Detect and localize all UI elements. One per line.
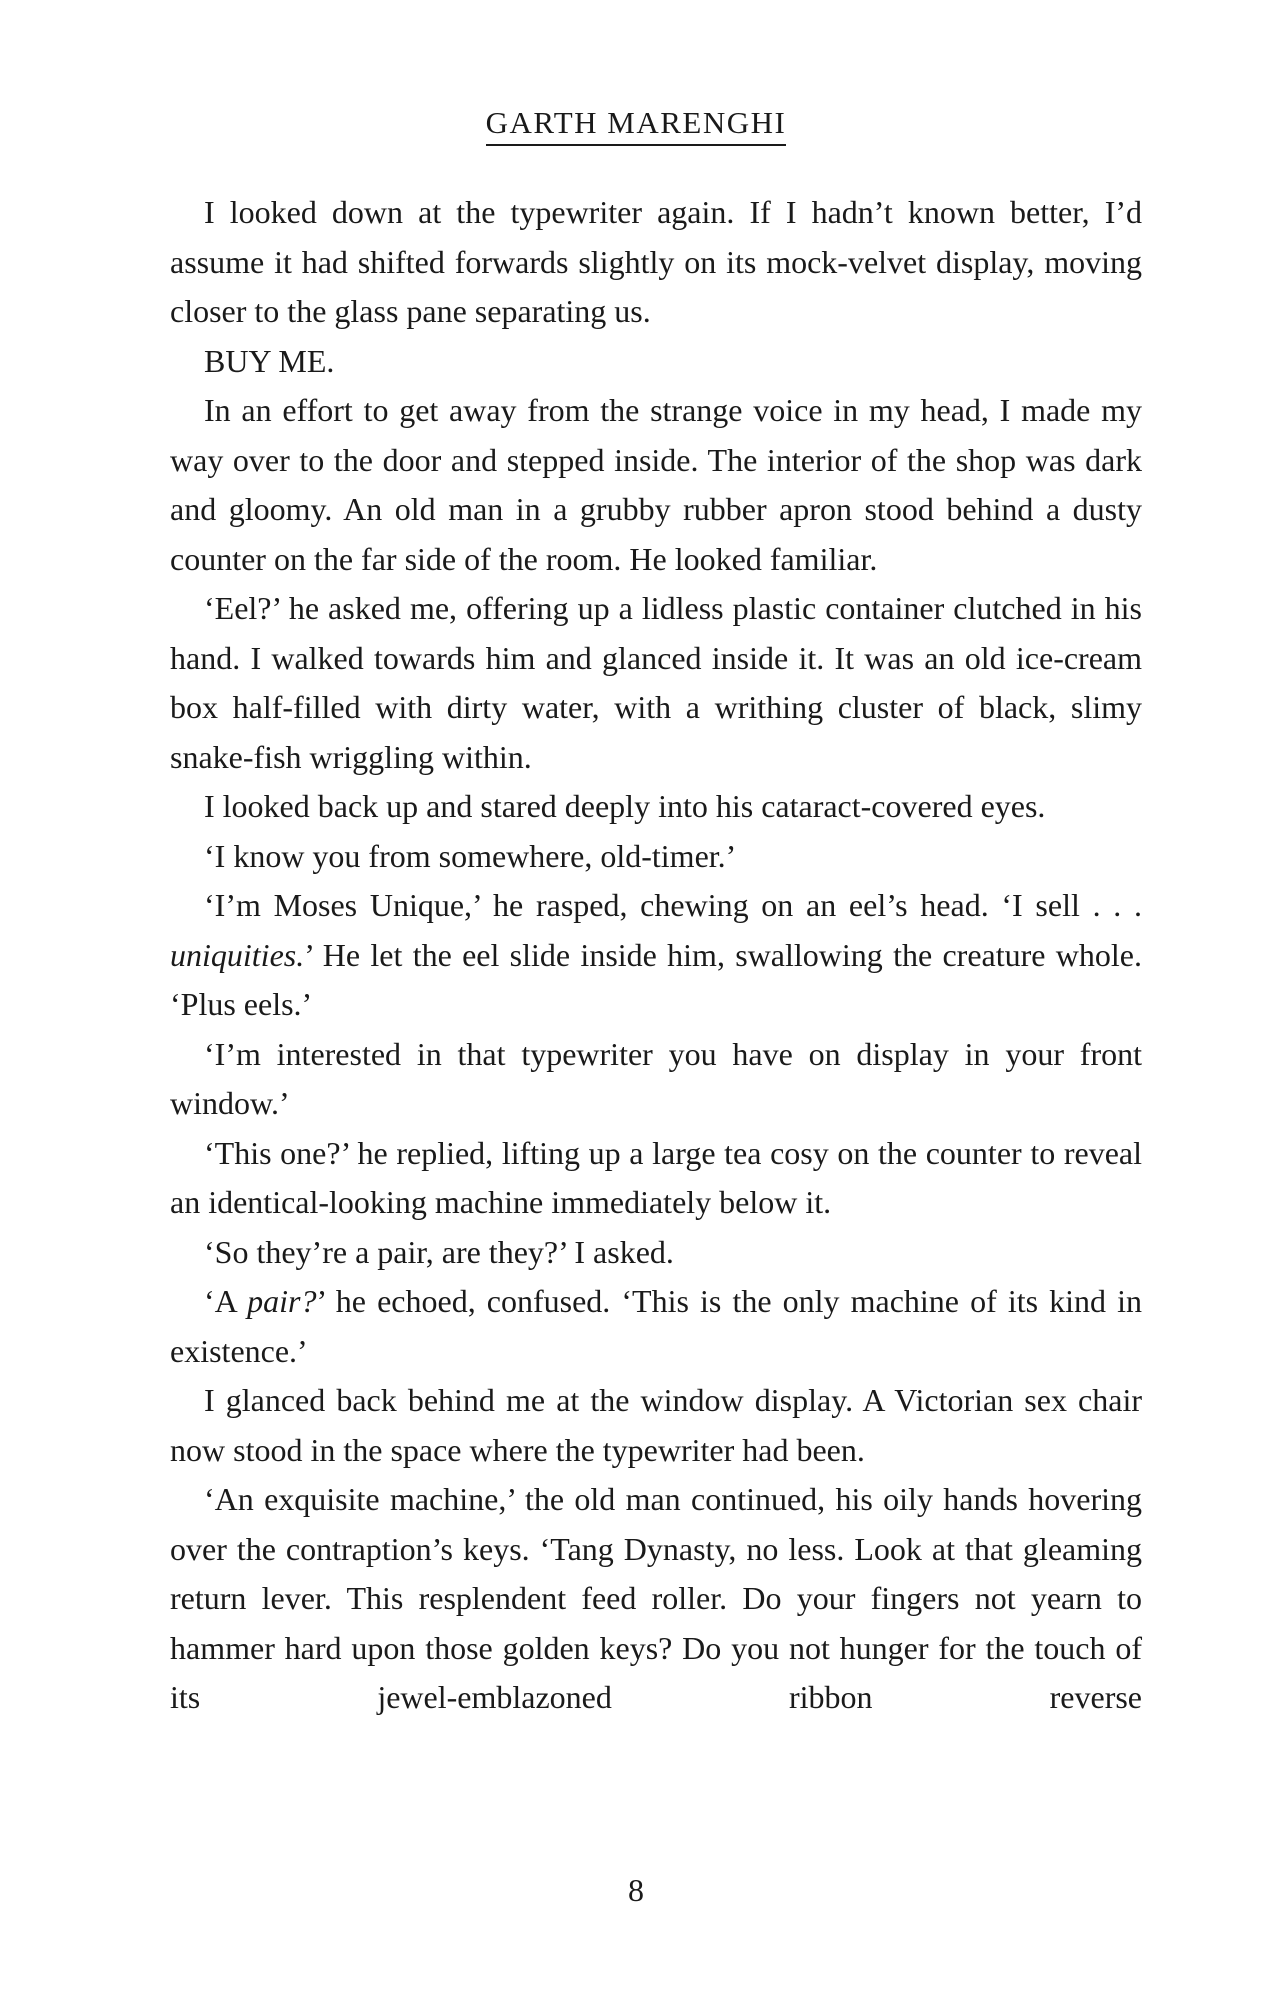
paragraph: I looked down at the typewriter again. If I hadn’t known better, I’d assume it had shifted forwards slightly on its mock-velvet display, moving closer to the glass pane separating us.: [170, 194, 1142, 329]
paragraph: I glanced back behind me at the window display. A Victorian sex chair now stood in the space where the typewriter had been.: [170, 1382, 1142, 1468]
paragraph: ‘So they’re a pair, are they?’ I asked.: [204, 1233, 674, 1270]
running-head: [0, 104, 1272, 146]
paragraph: I looked back up and stared deeply into his cataract-covered eyes.: [204, 788, 1046, 824]
running-head-title: GARTH MARENGHI: [486, 104, 787, 146]
paragraph: ‘I know you from somewhere, old-timer.’: [204, 837, 737, 874]
italic-text: uniquities.: [170, 936, 305, 973]
paragraph: ‘An exquisite machine,’ the old man continued, his oily hands hovering over the contraption’s keys. ‘Tang Dynasty, no less. Look at that gleaming return lever. This resplendent feed roller. Do your fingers not yearn to hammer hard upon those golden keys? Do you not hunger for the touch of its jewel-emblazoned ribbon reverse: [170, 1481, 1142, 1715]
paragraph: ‘I’m Moses Unique,’ he rasped, chewing on an eel’s head. ‘I sell . . . uniquities.’ He let the eel slide inside him, swallowing the creature whole. ‘Plus eels.’: [170, 887, 1142, 1022]
paragraph: In an effort to get away from the strange voice in my head, I made my way over to the door and stepped inside. The interior of the shop was dark and gloomy. An old man in a grubby rubber apron stood behind a dusty counter on the far side of the room. He looked familiar.: [170, 392, 1142, 577]
paragraph: ‘This one?’ he replied, lifting up a large tea cosy on the counter to reveal an identical-looking machine immediately below it.: [170, 1134, 1142, 1220]
paragraph: ‘I’m interested in that typewriter you have on display in your front window.’: [170, 1035, 1142, 1121]
paragraph: ‘Eel?’ he asked me, offering up a lidless plastic container clutched in his hand. I walked towards him and glanced inside it. It was an old ice-cream box half-filled with dirty water, with a writhing cluster of black, slimy snake-fish wriggling within.: [170, 590, 1142, 775]
italic-text: pair?: [247, 1283, 317, 1319]
paragraph: BUY ME.: [204, 342, 335, 379]
paragraph: ‘A pair?’ he echoed, confused. ‘This is the only machine of its kind in existence.’: [170, 1283, 1143, 1369]
body-text: [170, 188, 1142, 1723]
page-number: 8: [628, 1872, 644, 1908]
